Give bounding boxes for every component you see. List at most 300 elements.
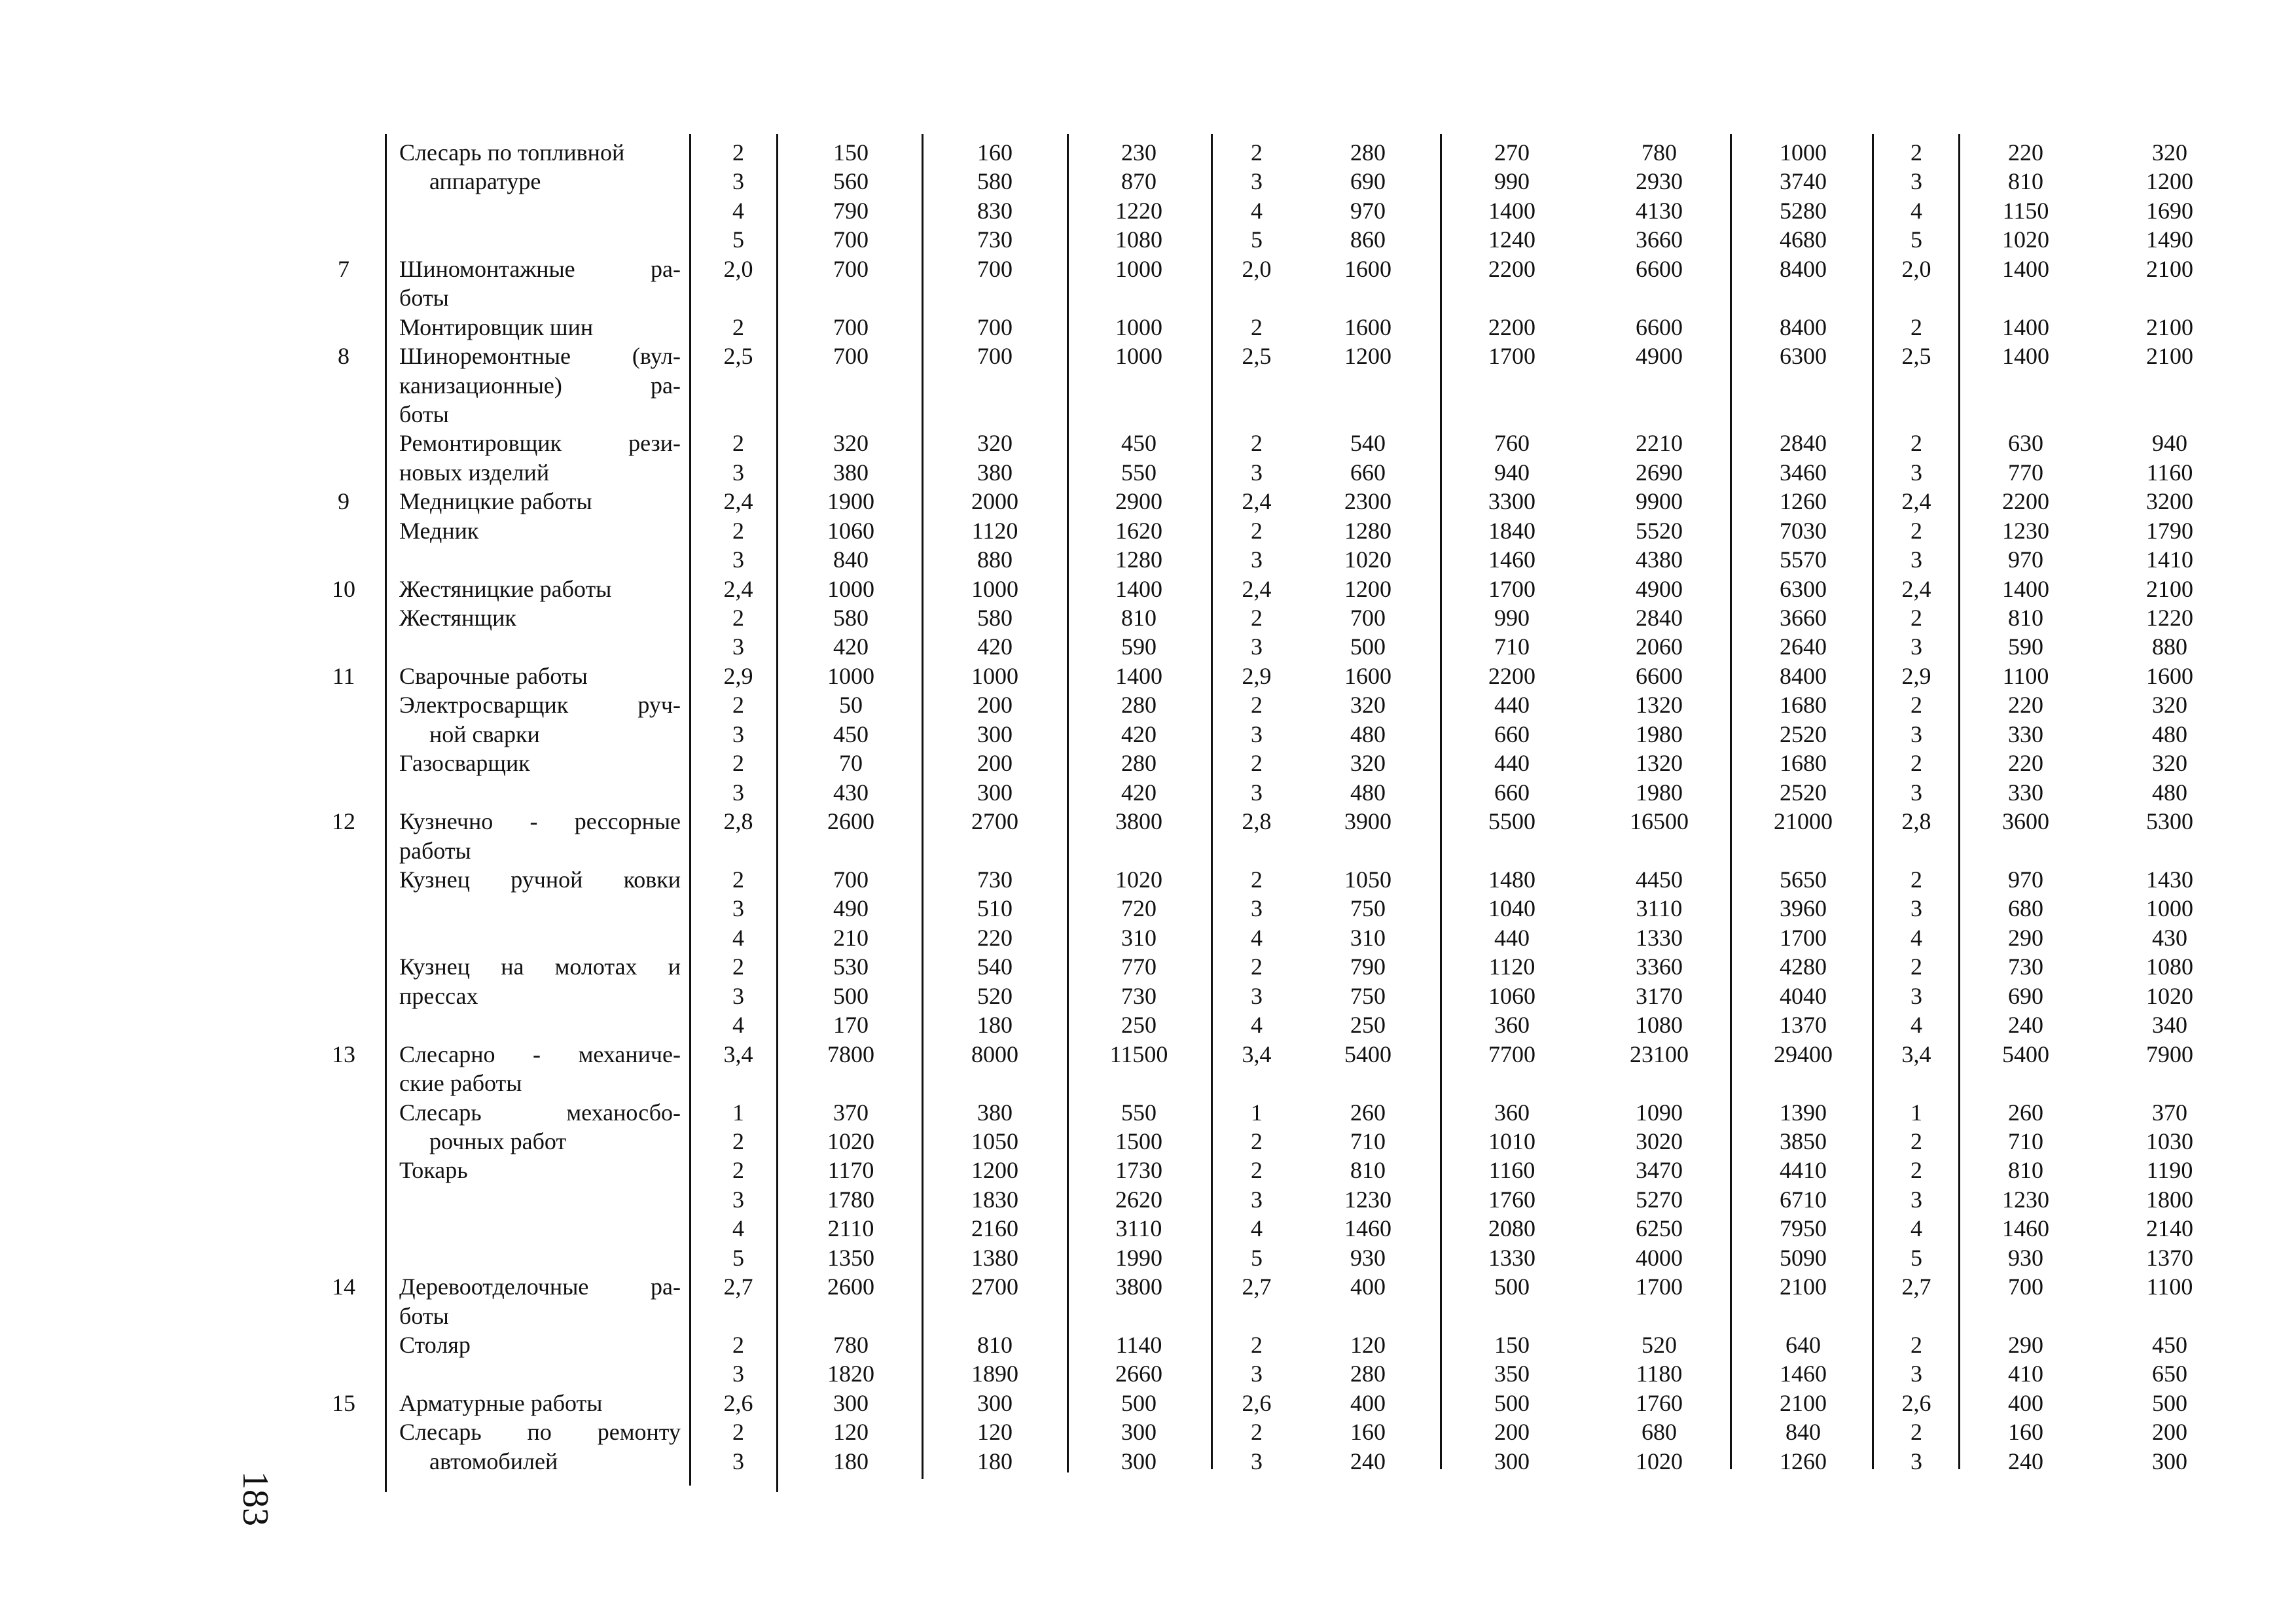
table-cell: 2 xyxy=(1251,866,1263,893)
table-cell: 2 xyxy=(1910,430,1922,457)
table-cell: 8400 xyxy=(1780,255,1827,282)
table-cell: 400 xyxy=(1350,1274,1386,1300)
row-label: Столяр xyxy=(399,1332,471,1359)
table-cell: 2840 xyxy=(1636,605,1683,632)
table-cell: 2900 xyxy=(1115,488,1162,515)
table-cell: 3110 xyxy=(1636,895,1683,922)
row-label: Кузнец на молотах и xyxy=(399,954,681,980)
table-cell: 1700 xyxy=(1488,575,1535,602)
table-cell: 4 xyxy=(1910,924,1922,951)
row-label: Слесарь механосбо- xyxy=(399,1099,681,1126)
table-cell: 1000 xyxy=(971,662,1018,689)
table-cell: 370 xyxy=(2152,1099,2187,1126)
table-cell: 2,6 xyxy=(1242,1389,1272,1416)
table-cell: 1490 xyxy=(2146,226,2193,253)
table-cell: 880 xyxy=(2152,633,2187,660)
table-cell: 810 xyxy=(977,1332,1013,1359)
table-cell: 1180 xyxy=(1636,1361,1683,1387)
table-cell: 220 xyxy=(977,924,1013,951)
row-label: ной сварки xyxy=(429,721,540,747)
row-label: боты xyxy=(399,1302,449,1329)
table-cell: 1000 xyxy=(1115,313,1162,340)
table-cell: 210 xyxy=(833,924,869,951)
table-cell: 970 xyxy=(1350,197,1386,224)
table-cell: 1830 xyxy=(971,1186,1018,1213)
table-cell: 1400 xyxy=(2002,255,2049,282)
row-number: 11 xyxy=(332,662,355,689)
table-cell: 770 xyxy=(2008,459,2043,486)
table-cell: 160 xyxy=(977,139,1013,166)
table-cell: 2 xyxy=(1251,430,1263,457)
table-cell: 2 xyxy=(1910,866,1922,893)
table-cell: 3 xyxy=(1910,459,1922,486)
table-cell: 2 xyxy=(732,866,744,893)
table-cell: 3300 xyxy=(1488,488,1535,515)
table-cell: 2 xyxy=(732,954,744,980)
table-cell: 2620 xyxy=(1115,1186,1162,1213)
table-cell: 4 xyxy=(1251,1215,1263,1242)
table-cell: 5570 xyxy=(1780,546,1827,573)
table-cell: 2 xyxy=(732,1157,744,1184)
table-cell: 220 xyxy=(2008,139,2043,166)
table-cell: 480 xyxy=(1350,721,1386,747)
table-cell: 1120 xyxy=(971,517,1018,544)
table-cell: 1260 xyxy=(1780,1448,1827,1474)
table-cell: 1030 xyxy=(2146,1128,2193,1154)
table-cell: 2,4 xyxy=(1901,575,1931,602)
table-cell: 3 xyxy=(732,982,744,1009)
table-cell: 2 xyxy=(1910,1128,1922,1154)
row-label: Сварочные работы xyxy=(399,662,588,689)
table-cell: 3 xyxy=(732,1361,744,1387)
table-cell: 1800 xyxy=(2146,1186,2193,1213)
table-cell: 5 xyxy=(732,226,744,253)
row-number: 12 xyxy=(332,808,355,835)
table-cell: 2 xyxy=(732,605,744,632)
table-cell: 220 xyxy=(2008,750,2043,777)
table-cell: 380 xyxy=(977,459,1013,486)
table-cell: 1400 xyxy=(2002,575,2049,602)
row-label: Электросварщик руч- xyxy=(399,692,681,719)
table-cell: 1460 xyxy=(2002,1215,2049,1242)
table-cell: 3,4 xyxy=(723,1041,753,1067)
table-cell: 50 xyxy=(839,692,863,719)
table-cell: 690 xyxy=(2008,982,2043,1009)
column-divider xyxy=(1067,134,1069,1472)
row-label: Деревоотделочные ра- xyxy=(399,1274,681,1300)
table-cell: 3 xyxy=(732,1448,744,1474)
row-label: Медник xyxy=(399,517,479,544)
table-cell: 200 xyxy=(2152,1419,2187,1446)
table-cell: 2 xyxy=(1251,139,1263,166)
row-label: Ремонтировщик рези- xyxy=(399,430,681,457)
table-cell: 480 xyxy=(1350,779,1386,806)
table-cell: 1400 xyxy=(1488,197,1535,224)
table-cell: 2080 xyxy=(1488,1215,1535,1242)
table-cell: 1020 xyxy=(2002,226,2049,253)
table-cell: 3 xyxy=(1910,982,1922,1009)
table-cell: 1820 xyxy=(827,1361,874,1387)
table-cell: 1230 xyxy=(2002,517,2049,544)
table-cell: 4000 xyxy=(1636,1244,1683,1271)
table-cell: 540 xyxy=(1350,430,1386,457)
table-cell: 4 xyxy=(732,1215,744,1242)
table-cell: 1010 xyxy=(1488,1128,1535,1154)
table-cell: 160 xyxy=(1350,1419,1386,1446)
row-label: Слесарь по топливной xyxy=(399,139,625,166)
table-cell: 2,4 xyxy=(723,488,753,515)
table-cell: 2,0 xyxy=(1901,255,1931,282)
row-number: 7 xyxy=(338,255,350,282)
table-cell: 860 xyxy=(1350,226,1386,253)
table-cell: 4040 xyxy=(1780,982,1827,1009)
table-cell: 170 xyxy=(833,1012,869,1039)
table-cell: 3020 xyxy=(1636,1128,1683,1154)
table-cell: 1400 xyxy=(1115,575,1162,602)
column-divider xyxy=(922,134,924,1479)
table-cell: 970 xyxy=(2008,546,2043,573)
table-cell: 2100 xyxy=(1780,1274,1827,1300)
table-cell: 420 xyxy=(1121,779,1157,806)
table-cell: 2200 xyxy=(2002,488,2049,515)
table-cell: 2 xyxy=(732,430,744,457)
table-cell: 1240 xyxy=(1488,226,1535,253)
row-number: 10 xyxy=(332,575,355,602)
table-cell: 1160 xyxy=(2146,459,2193,486)
table-cell: 3660 xyxy=(1636,226,1683,253)
table-cell: 6600 xyxy=(1636,313,1683,340)
table-cell: 1460 xyxy=(1488,546,1535,573)
table-cell: 1400 xyxy=(2002,343,2049,370)
table-cell: 240 xyxy=(2008,1448,2043,1474)
table-cell: 4900 xyxy=(1636,343,1683,370)
table-cell: 1060 xyxy=(827,517,874,544)
table-cell: 150 xyxy=(1494,1332,1530,1359)
row-label: Шиномонтажные ра- xyxy=(399,255,681,282)
table-cell: 180 xyxy=(977,1448,1013,1474)
table-cell: 1460 xyxy=(1344,1215,1391,1242)
table-cell: 3,4 xyxy=(1901,1041,1931,1067)
table-cell: 500 xyxy=(1350,633,1386,660)
table-cell: 5 xyxy=(732,1244,744,1271)
table-cell: 400 xyxy=(1350,1389,1386,1416)
table-cell: 500 xyxy=(1494,1389,1530,1416)
table-cell: 2 xyxy=(732,1332,744,1359)
table-cell: 1280 xyxy=(1115,546,1162,573)
table-cell: 2100 xyxy=(2146,575,2193,602)
row-label: боты xyxy=(399,401,449,427)
table-cell: 750 xyxy=(1350,895,1386,922)
table-cell: 7800 xyxy=(827,1041,874,1067)
table-cell: 1980 xyxy=(1636,721,1683,747)
table-cell: 1700 xyxy=(1488,343,1535,370)
column-divider xyxy=(1730,134,1732,1469)
table-cell: 4 xyxy=(1251,197,1263,224)
table-cell: 4 xyxy=(732,924,744,951)
table-cell: 310 xyxy=(1350,924,1386,951)
table-cell: 1410 xyxy=(2146,546,2193,573)
table-cell: 3 xyxy=(732,546,744,573)
table-cell: 16500 xyxy=(1630,808,1689,835)
row-label: Монтировщик шин xyxy=(399,313,594,340)
column-divider xyxy=(1872,134,1874,1469)
table-cell: 3660 xyxy=(1780,605,1827,632)
table-cell: 1900 xyxy=(827,488,874,515)
table-cell: 3800 xyxy=(1115,808,1162,835)
column-divider xyxy=(1958,134,1960,1469)
table-cell: 1500 xyxy=(1115,1128,1162,1154)
table-cell: 730 xyxy=(977,866,1013,893)
table-cell: 500 xyxy=(1494,1274,1530,1300)
table-cell: 1790 xyxy=(2146,517,2193,544)
table-cell: 1680 xyxy=(1780,750,1827,777)
row-label: Шиноремонтные (вул- xyxy=(399,343,681,370)
table-cell: 1040 xyxy=(1488,895,1535,922)
table-cell: 300 xyxy=(1121,1419,1157,1446)
table-cell: 4 xyxy=(1910,1012,1922,1039)
table-cell: 2,4 xyxy=(1242,575,1272,602)
table-cell: 1390 xyxy=(1780,1099,1827,1126)
table-cell: 4680 xyxy=(1780,226,1827,253)
table-cell: 710 xyxy=(1350,1128,1386,1154)
table-cell: 810 xyxy=(2008,1157,2043,1184)
table-cell: 2 xyxy=(732,517,744,544)
table-cell: 2600 xyxy=(827,808,874,835)
table-cell: 250 xyxy=(1350,1012,1386,1039)
table-cell: 1000 xyxy=(1780,139,1827,166)
table-cell: 810 xyxy=(2008,605,2043,632)
table-cell: 4 xyxy=(1910,197,1922,224)
table-cell: 2 xyxy=(1910,139,1922,166)
table-cell: 2100 xyxy=(1780,1389,1827,1416)
table-cell: 280 xyxy=(1350,139,1386,166)
row-label: рочных работ xyxy=(429,1128,567,1154)
table-cell: 480 xyxy=(2152,779,2187,806)
table-cell: 5 xyxy=(1910,1244,1922,1271)
table-cell: 3 xyxy=(1251,546,1263,573)
table-cell: 1160 xyxy=(1488,1157,1535,1184)
table-cell: 780 xyxy=(833,1332,869,1359)
table-cell: 440 xyxy=(1494,692,1530,719)
table-cell: 3110 xyxy=(1115,1215,1162,1242)
table-cell: 1020 xyxy=(827,1128,874,1154)
table-cell: 840 xyxy=(833,546,869,573)
table-cell: 3 xyxy=(1251,633,1263,660)
table-cell: 930 xyxy=(1350,1244,1386,1271)
table-cell: 2,9 xyxy=(723,662,753,689)
table-cell: 3 xyxy=(1251,779,1263,806)
table-cell: 430 xyxy=(833,779,869,806)
table-cell: 3 xyxy=(1251,1361,1263,1387)
row-number: 15 xyxy=(332,1389,355,1416)
table-cell: 280 xyxy=(1121,692,1157,719)
table-cell: 540 xyxy=(977,954,1013,980)
table-cell: 150 xyxy=(833,139,869,166)
table-cell: 500 xyxy=(1121,1389,1157,1416)
table-cell: 320 xyxy=(833,430,869,457)
table-cell: 2 xyxy=(1251,1419,1263,1446)
table-cell: 510 xyxy=(977,895,1013,922)
table-cell: 2640 xyxy=(1780,633,1827,660)
column-divider xyxy=(776,134,778,1492)
table-cell: 2,7 xyxy=(723,1274,753,1300)
table-cell: 5520 xyxy=(1636,517,1683,544)
table-cell: 350 xyxy=(1494,1361,1530,1387)
table-cell: 1460 xyxy=(1780,1361,1827,1387)
table-cell: 530 xyxy=(833,954,869,980)
table-cell: 3 xyxy=(732,895,744,922)
table-cell: 260 xyxy=(1350,1099,1386,1126)
table-cell: 320 xyxy=(2152,139,2187,166)
table-cell: 2 xyxy=(1910,692,1922,719)
table-cell: 680 xyxy=(1641,1419,1677,1446)
table-cell: 700 xyxy=(977,313,1013,340)
table-cell: 1020 xyxy=(2146,982,2193,1009)
table-cell: 2,7 xyxy=(1242,1274,1272,1300)
table-cell: 1760 xyxy=(1636,1389,1683,1416)
row-label: Газосварщик xyxy=(399,750,530,777)
table-cell: 2840 xyxy=(1780,430,1827,457)
table-cell: 4 xyxy=(1910,1215,1922,1242)
table-cell: 2 xyxy=(1251,1157,1263,1184)
table-cell: 1620 xyxy=(1115,517,1162,544)
table-cell: 5 xyxy=(1910,226,1922,253)
table-cell: 780 xyxy=(1641,139,1677,166)
table-cell: 300 xyxy=(833,1389,869,1416)
row-label: боты xyxy=(399,285,449,312)
table-cell: 1980 xyxy=(1636,779,1683,806)
table-cell: 6250 xyxy=(1636,1215,1683,1242)
table-cell: 640 xyxy=(1785,1332,1821,1359)
table-cell: 700 xyxy=(1350,605,1386,632)
table-cell: 6710 xyxy=(1780,1186,1827,1213)
table-cell: 420 xyxy=(833,633,869,660)
table-cell: 1200 xyxy=(2146,168,2193,195)
table-cell: 1220 xyxy=(1115,197,1162,224)
table-cell: 3360 xyxy=(1636,954,1683,980)
table-cell: 2 xyxy=(1251,692,1263,719)
table-cell: 1170 xyxy=(827,1157,874,1184)
table-cell: 2,7 xyxy=(1901,1274,1931,1300)
table-cell: 730 xyxy=(2008,954,2043,980)
table-cell: 230 xyxy=(1121,139,1157,166)
table-cell: 770 xyxy=(1121,954,1157,980)
table-cell: 580 xyxy=(977,168,1013,195)
table-cell: 790 xyxy=(833,197,869,224)
table-cell: 5650 xyxy=(1780,866,1827,893)
table-cell: 700 xyxy=(833,343,869,370)
table-cell: 380 xyxy=(833,459,869,486)
table-cell: 5270 xyxy=(1636,1186,1683,1213)
table-cell: 1150 xyxy=(2002,197,2049,224)
table-cell: 440 xyxy=(1494,924,1530,951)
table-cell: 700 xyxy=(833,313,869,340)
table-cell: 400 xyxy=(2008,1389,2043,1416)
table-cell: 2930 xyxy=(1636,168,1683,195)
table-cell: 2660 xyxy=(1115,1361,1162,1387)
table-cell: 2,6 xyxy=(1901,1389,1931,1416)
table-cell: 730 xyxy=(977,226,1013,253)
table-cell: 700 xyxy=(833,866,869,893)
table-cell: 1230 xyxy=(2002,1186,2049,1213)
table-cell: 29400 xyxy=(1774,1041,1833,1067)
table-cell: 1080 xyxy=(1636,1012,1683,1039)
row-label: Жестянщик xyxy=(399,605,516,632)
table-cell: 3470 xyxy=(1636,1157,1683,1184)
table-cell: 120 xyxy=(977,1419,1013,1446)
table-cell: 3 xyxy=(1251,721,1263,747)
table-cell: 8400 xyxy=(1780,313,1827,340)
table-cell: 3 xyxy=(1910,1448,1922,1474)
table-cell: 1890 xyxy=(971,1361,1018,1387)
row-label: Кузнец ручной ковки xyxy=(399,866,681,893)
table-cell: 3 xyxy=(1910,779,1922,806)
table-cell: 930 xyxy=(2008,1244,2043,1271)
table-cell: 710 xyxy=(2008,1128,2043,1154)
table-cell: 2 xyxy=(1251,517,1263,544)
table-cell: 320 xyxy=(2152,750,2187,777)
table-cell: 240 xyxy=(2008,1012,2043,1039)
table-cell: 2 xyxy=(732,692,744,719)
table-cell: 180 xyxy=(977,1012,1013,1039)
row-number: 8 xyxy=(338,343,350,370)
table-cell: 310 xyxy=(1121,924,1157,951)
table-cell: 760 xyxy=(1494,430,1530,457)
table-cell: 280 xyxy=(1350,1361,1386,1387)
table-cell: 2300 xyxy=(1344,488,1391,515)
table-cell: 2200 xyxy=(1488,313,1535,340)
table-cell: 160 xyxy=(2008,1419,2043,1446)
table-cell: 4280 xyxy=(1780,954,1827,980)
table-cell: 2 xyxy=(1251,1128,1263,1154)
table-cell: 5 xyxy=(1251,226,1263,253)
table-cell: 730 xyxy=(1121,982,1157,1009)
table-cell: 2100 xyxy=(2146,343,2193,370)
table-cell: 3 xyxy=(1910,721,1922,747)
table-cell: 2700 xyxy=(971,1274,1018,1300)
table-cell: 4410 xyxy=(1780,1157,1827,1184)
table-cell: 1020 xyxy=(1344,546,1391,573)
table-cell: 1370 xyxy=(2146,1244,2193,1271)
table-cell: 1380 xyxy=(971,1244,1018,1271)
column-divider xyxy=(689,134,691,1486)
table-cell: 2100 xyxy=(2146,313,2193,340)
row-number: 9 xyxy=(338,488,350,515)
table-cell: 3 xyxy=(732,721,744,747)
table-cell: 660 xyxy=(1350,459,1386,486)
table-cell: 1000 xyxy=(827,662,874,689)
table-cell: 3200 xyxy=(2146,488,2193,515)
row-label: Жестяницкие работы xyxy=(399,575,612,602)
table-cell: 1600 xyxy=(1344,662,1391,689)
table-cell: 990 xyxy=(1494,605,1530,632)
table-cell: 120 xyxy=(1350,1332,1386,1359)
table-cell: 5280 xyxy=(1780,197,1827,224)
table-cell: 9900 xyxy=(1636,488,1683,515)
table-cell: 3 xyxy=(1910,1186,1922,1213)
table-cell: 1780 xyxy=(827,1186,874,1213)
table-cell: 320 xyxy=(1350,750,1386,777)
table-cell: 1700 xyxy=(1636,1274,1683,1300)
table-cell: 1760 xyxy=(1488,1186,1535,1213)
table-cell: 340 xyxy=(2152,1012,2187,1039)
table-cell: 3740 xyxy=(1780,168,1827,195)
table-cell: 480 xyxy=(2152,721,2187,747)
table-cell: 2140 xyxy=(2146,1215,2193,1242)
table-cell: 1430 xyxy=(2146,866,2193,893)
table-cell: 2,5 xyxy=(723,343,753,370)
row-label: аппаратуре xyxy=(429,168,541,195)
